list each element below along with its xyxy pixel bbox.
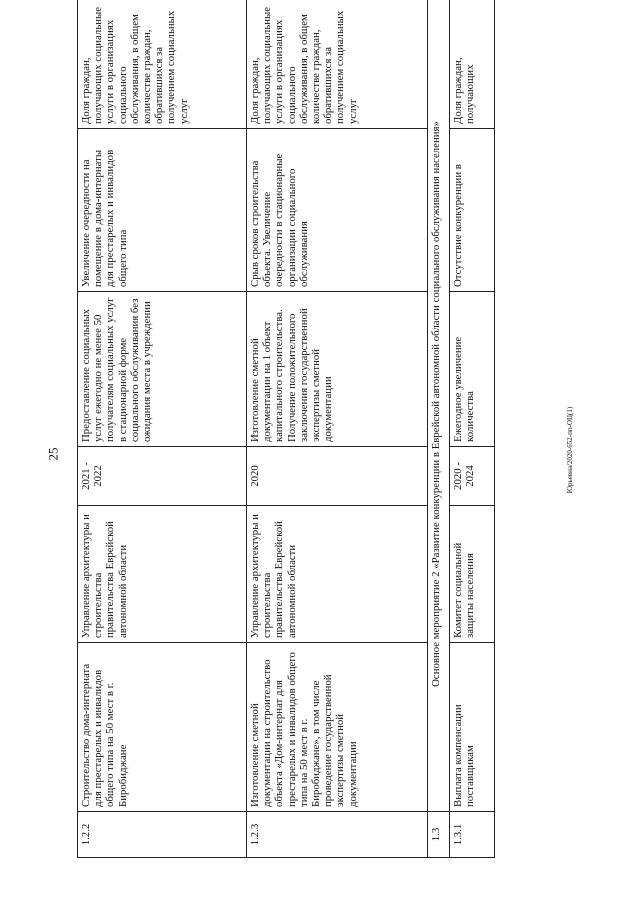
non-implementation-consequences: Отсутствие конкуренции в — [452, 164, 464, 287]
table-row — [247, 0, 428, 858]
non-implementation-consequences: Срыв сроков строительства объекта. Увеличение очередности в стационарные организации социального обслуживания — [247, 129, 428, 292]
non-implementation-consequences: Увеличение очередности на помещение в дома-интернаты для престарелых и инвалидов общего типа — [78, 129, 247, 292]
linked-indicator: Доля граждан, получающих социальные услуги в организациях социального обслуживания, в общем количестве граждан, обратившихся за получением социальных услуг — [78, 0, 247, 129]
expected-result: Ежегодное увеличение количества — [452, 336, 477, 442]
implementation-term: 2020 — [247, 447, 428, 506]
section-number: 1.3 — [428, 812, 450, 858]
table-row — [450, 0, 495, 858]
rotated-table-area — [77, 6, 553, 858]
table-row — [78, 0, 247, 858]
section-row — [428, 0, 450, 858]
page-number: 25 — [45, 447, 61, 461]
row-number: 1.2.3 — [247, 812, 428, 858]
expected-result: Предоставление социальных услуг ежегодно не менее 50 получателям социальных услуг в стационарной форме социального обслуживания без ожидания места в учреждении — [78, 292, 247, 447]
section-title: Основное мероприятие 2 «Развитие конкуренции в Еврейской автономной области социального обслуживания населения» — [428, 0, 450, 812]
row-number: 1.3.1 — [452, 823, 464, 846]
document-code: Юрьевна/2020-652-пп-ОЦ(1) — [566, 406, 574, 494]
expected-result: Изготовление сметной документации на 1 объект капитального строительства. Получение положительного заключения государственной экспертизы сметной документации — [247, 292, 428, 447]
linked-indicator: Доля граждан, получающих социальные услуги в организациях социального обслуживания, в общем количестве граждан, обратившихся за получением социальных услуг — [247, 0, 428, 129]
measure-name: Изготовление сметной документации на строительство объекта «Дом-интернат для престарелых и инвалидов общего типа на 50 мест в г. Биробиджане», в том числе проведение государственной экспертизы сметной документации — [247, 643, 428, 812]
measure-name: Выплата компенсации поставщикам — [452, 704, 477, 807]
responsible-executor: Комитет социальной защиты населения — [452, 542, 477, 638]
responsible-executor: Управление архитектуры и строительства правительства Еврейской автономной области — [78, 506, 247, 643]
linked-indicator: Доля граждан, получающих — [452, 57, 477, 124]
implementation-term: 2021 - 2022 — [78, 447, 247, 506]
implementation-term: 2020 - 2024 — [452, 462, 477, 490]
measure-name: Строительство дома-интерната для престарелых и инвалидов общего типа на 50 мест в г. Биробиджане — [78, 643, 247, 812]
responsible-executor: Управление архитектуры и строительства правительства Еврейской автономной области — [247, 506, 428, 643]
row-number: 1.2.2 — [78, 812, 247, 858]
measures-table — [77, 0, 495, 858]
